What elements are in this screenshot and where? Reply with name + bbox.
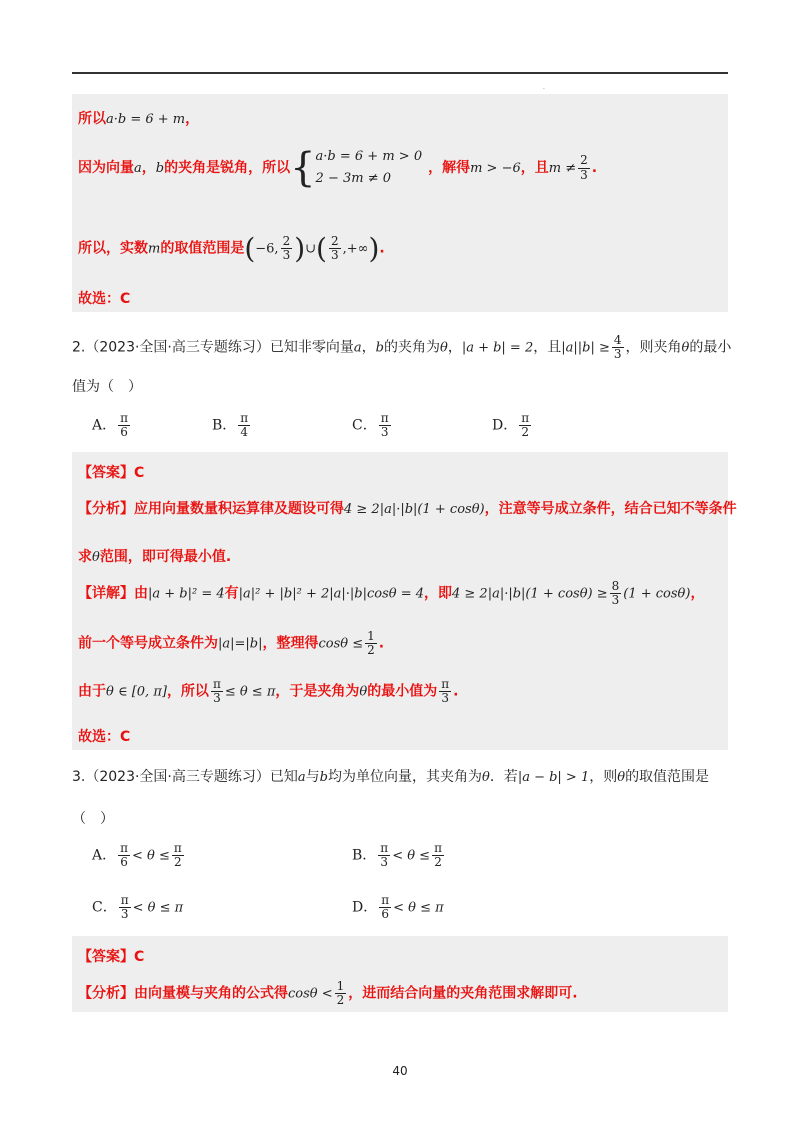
q2-detail-line: 【详解】由|a + b|² = 4有|a|² + |b|² + 2|a|·|b|cosθ = 4，即4 ≥ 2|a|·|b|(1 + cosθ) ≥ $\frac{8}{3}$ (1 + cosθ)， bbox=[78, 579, 705, 608]
q2-option-b: B． $\frac{\pi}{4}$ bbox=[212, 411, 249, 440]
q2-stem-line1: 2.（2023·全国·高三专题练习）已知非零向量a，b的夹角为θ，|a + b| = 2，且|a||b| ≥ $\frac{4}{3}$ ，则夹角θ的最小 bbox=[72, 333, 732, 362]
solution1-answer: 故选：C bbox=[78, 291, 131, 307]
inequality-system: a·b = 6 + m > 0 2 − 3m ≠ 0 bbox=[315, 149, 423, 187]
q3-option-d: D． $\frac{\pi}{6}$ < θ ≤ π bbox=[352, 893, 444, 922]
brace-symbol: { bbox=[290, 145, 316, 192]
solution-block-2 bbox=[72, 452, 737, 750]
q3-stem-line1: 3.（2023·全国·高三专题练习）已知a与b均为单位向量，其夹角为θ．若|a − b| > 1，则θ的取值范围是 bbox=[72, 769, 710, 785]
fraction: $\frac{2}{3}$ bbox=[580, 153, 588, 182]
q3-answer: 【答案】C bbox=[78, 949, 145, 965]
q2-answer: 【答案】C bbox=[78, 465, 145, 481]
q3-stem-line2: （ ） bbox=[72, 811, 114, 827]
q2-analysis-line2: 求θ范围，即可得最小值. bbox=[78, 549, 232, 565]
fraction: $\frac{4}{3}$ bbox=[613, 333, 622, 362]
q2-final: 故选：C bbox=[78, 729, 131, 745]
header-rule bbox=[72, 72, 728, 74]
fraction: $\frac{\pi}{3}$ bbox=[441, 677, 450, 706]
q3-option-c: C． $\frac{\pi}{3}$ < θ ≤ π bbox=[92, 893, 184, 922]
page-number: 40 bbox=[392, 1064, 408, 1078]
fraction: $\frac{1}{2}$ bbox=[367, 629, 375, 658]
solution1-line2: 因为向量a，b的夹角是锐角，所以{ a·b = 6 + m > 0 2 − 3m ≠ 0 ，解得m > −6，且m ≠ $\frac{2}{3}$ . bbox=[78, 145, 598, 192]
header-dot: · bbox=[543, 86, 545, 93]
q3-option-a: A． $\frac{\pi}{6}$ < θ ≤ $\frac{\pi}{2}$ bbox=[92, 841, 182, 870]
q2-analysis-line1: 【分析】应用向量数量积运算律及题设可得4 ≥ 2|a|·|b|(1 + cosθ)，注意等号成立条件，结合已知不等条件 bbox=[78, 501, 737, 517]
solution1-line1: 所以a·b = 6 + m， bbox=[78, 111, 200, 127]
q2-since-line: 由于θ ∈ [0, π]，所以 $\frac{\pi}{3}$ ≤ θ ≤ π，于是夹角为θ的最小值为 $\frac{\pi}{3}$ . bbox=[78, 677, 459, 706]
q2-option-d: D． $\frac{\pi}{2}$ bbox=[492, 411, 530, 440]
fraction: $\frac{\pi}{3}$ bbox=[212, 677, 221, 706]
q2-equality-line: 前一个等号成立条件为|a|=|b|，整理得cosθ ≤ $\frac{1}{2}$ . bbox=[78, 629, 385, 658]
fraction: $\frac{2}{3}$ bbox=[330, 233, 339, 262]
q3-option-b: B． $\frac{\pi}{3}$ < θ ≤ $\frac{\pi}{2}$ bbox=[352, 841, 442, 870]
fraction: $\frac{8}{3}$ bbox=[611, 579, 620, 608]
solution-block-3 bbox=[72, 936, 728, 1012]
solution-block-1 bbox=[72, 94, 728, 312]
dot-product-expr: a·b = 6 + m bbox=[106, 112, 186, 127]
q2-option-c: C． $\frac{\pi}{3}$ bbox=[352, 411, 389, 440]
solution1-line3: 所以，实数m的取值范围是(−6, $\frac{2}{3}$ )∪( $\frac{2}{3}$ ,+∞). bbox=[78, 232, 385, 265]
q2-option-a: A． $\frac{\pi}{6}$ bbox=[92, 411, 129, 440]
q3-analysis: 【分析】由向量模与夹角的公式得cosθ < $\frac{1}{2}$ ，进而结合向量的夹角范围求解即可. bbox=[78, 979, 578, 1008]
fraction: $\frac{2}{3}$ bbox=[282, 233, 291, 262]
q2-stem-line2: 值为（ ） bbox=[72, 379, 142, 395]
fraction: $\frac{1}{2}$ bbox=[336, 979, 345, 1008]
